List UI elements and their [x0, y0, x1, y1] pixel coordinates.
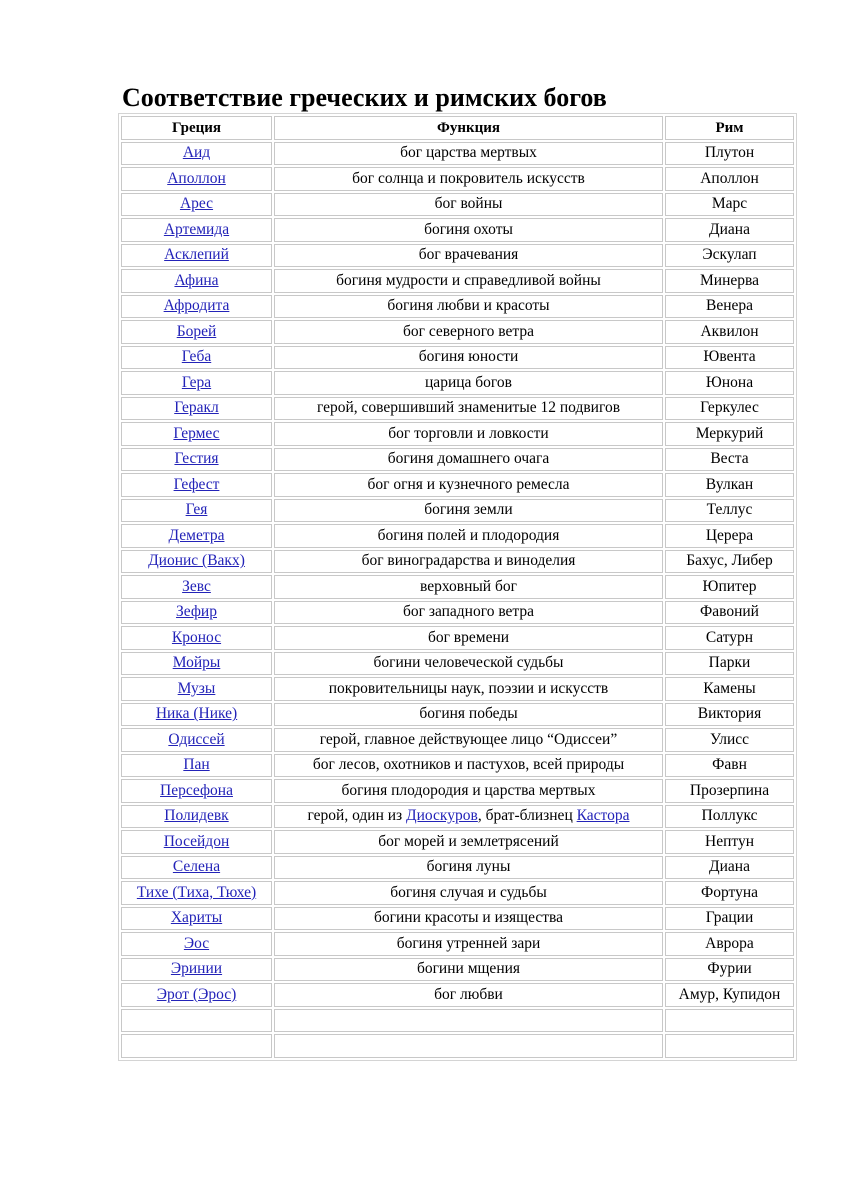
table-row — [121, 244, 794, 268]
cell-greece — [121, 983, 272, 1007]
cell-function — [274, 754, 663, 778]
cell-greece — [121, 907, 272, 931]
table-row — [121, 779, 794, 803]
cell-greece — [121, 193, 272, 217]
cell-rome: Венера — [665, 295, 794, 319]
cell-greece — [121, 677, 272, 701]
cell-greece — [121, 269, 272, 293]
cell-greece — [121, 422, 272, 446]
table-row — [121, 856, 794, 880]
function-link[interactable]: Кастора — [576, 807, 630, 825]
table-row — [121, 346, 794, 370]
table-row — [121, 473, 794, 497]
cell-greece — [121, 550, 272, 574]
cell-rome: Юпитер — [665, 575, 794, 599]
cell-greece — [121, 524, 272, 548]
greek-god-link[interactable]: Персефона — [160, 781, 233, 799]
greek-god-link[interactable]: Дионис (Вакх) — [148, 552, 245, 570]
cell-greece — [121, 218, 272, 242]
greek-god-link[interactable]: Селена — [172, 858, 221, 876]
cell-greece — [121, 652, 272, 676]
cell-greece — [121, 626, 272, 650]
greek-god-link[interactable]: Одиссей — [168, 730, 225, 748]
function-text: покровительницы наук, поэзии и искусств — [328, 679, 609, 697]
table-row — [121, 167, 794, 191]
cell-function — [274, 881, 663, 905]
table-row — [121, 193, 794, 217]
table-row — [121, 142, 794, 166]
table-row — [121, 958, 794, 982]
empty-row — [121, 1034, 794, 1058]
greek-god-link[interactable]: Пан — [183, 756, 210, 774]
table-row — [121, 983, 794, 1007]
cell-function — [274, 422, 663, 446]
greek-god-link[interactable]: Гермес — [173, 424, 220, 442]
cell-greece — [121, 448, 272, 472]
cell-rome: Прозерпина — [665, 779, 794, 803]
cell-function — [274, 626, 663, 650]
cell-function — [274, 346, 663, 370]
table-row — [121, 754, 794, 778]
table-row — [121, 550, 794, 574]
greek-god-link[interactable]: Зефир — [176, 603, 217, 621]
cell-function — [274, 779, 663, 803]
greek-god-link[interactable]: Музы — [177, 679, 216, 697]
greek-god-link[interactable]: Артемида — [163, 220, 230, 238]
cell-greece — [121, 1034, 272, 1058]
function-text: бог морей и землетрясений — [378, 832, 559, 850]
cell-function — [274, 601, 663, 625]
function-text: бог любви — [434, 985, 503, 1003]
cell-function — [274, 397, 663, 421]
cell-rome: Минерва — [665, 269, 794, 293]
cell-rome: Поллукс — [665, 805, 794, 829]
cell-function — [274, 142, 663, 166]
cell-function — [274, 550, 663, 574]
table-row — [121, 932, 794, 956]
cell-greece — [121, 473, 272, 497]
cell-greece — [121, 728, 272, 752]
table-row — [121, 805, 794, 829]
cell-rome: Диана — [665, 856, 794, 880]
cell-function — [274, 244, 663, 268]
cell-function — [274, 652, 663, 676]
greek-god-link[interactable]: Асклепий — [164, 246, 229, 264]
greek-god-link[interactable]: Ника (Нике) — [155, 705, 238, 723]
cell-rome: Аполлон — [665, 167, 794, 191]
cell-greece — [121, 295, 272, 319]
cell-rome — [665, 1009, 794, 1033]
cell-rome: Фавн — [665, 754, 794, 778]
cell-rome: Грации — [665, 907, 794, 931]
table-row — [121, 677, 794, 701]
cell-greece — [121, 575, 272, 599]
function-text: , брат-близнец — [477, 807, 577, 825]
function-text: богиня полей и плодородия — [377, 526, 560, 544]
table-row — [121, 320, 794, 344]
table-row — [121, 269, 794, 293]
table-row — [121, 652, 794, 676]
cell-function — [274, 524, 663, 548]
cell-rome: Бахус, Либер — [665, 550, 794, 574]
greek-god-link[interactable]: Арес — [179, 195, 214, 213]
function-text: богиня мудрости и справедливой войны — [336, 271, 601, 289]
greek-god-link[interactable]: Афродита — [163, 297, 230, 315]
cell-rome — [665, 1034, 794, 1058]
header-rome: Рим — [665, 116, 794, 140]
gods-table — [118, 113, 797, 1061]
function-text: царица богов — [425, 373, 512, 391]
cell-greece — [121, 346, 272, 370]
greek-god-link[interactable]: Эринии — [170, 960, 223, 978]
greek-god-link[interactable]: Мойры — [172, 654, 221, 672]
header-greece: Греция — [121, 116, 272, 140]
cell-function — [274, 269, 663, 293]
table-body — [121, 142, 794, 1058]
function-text: богиня земли — [424, 501, 513, 519]
table-row — [121, 830, 794, 854]
function-text: богиня плодородия и царства мертвых — [341, 781, 596, 799]
cell-rome: Фортуна — [665, 881, 794, 905]
cell-function — [274, 932, 663, 956]
function-text: богиня домашнего очага — [387, 450, 550, 468]
empty-row — [121, 1009, 794, 1033]
cell-function — [274, 575, 663, 599]
cell-rome: Парки — [665, 652, 794, 676]
function-text: бог огня и кузнечного ремесла — [367, 475, 570, 493]
function-text: бог времени — [427, 628, 510, 646]
function-text: герой, совершивший знаменитые 12 подвигов — [316, 399, 621, 417]
cell-greece — [121, 754, 272, 778]
cell-function — [274, 1034, 663, 1058]
cell-rome: Виктория — [665, 703, 794, 727]
page-title: Соответствие греческих и римских богов — [122, 83, 607, 112]
table-row — [121, 499, 794, 523]
cell-function — [274, 499, 663, 523]
cell-rome: Фурии — [665, 958, 794, 982]
greek-god-link[interactable]: Гефест — [173, 475, 220, 493]
table-row — [121, 907, 794, 931]
function-text: верховный бог — [420, 577, 517, 595]
function-text: богиня юности — [418, 348, 519, 366]
cell-greece — [121, 142, 272, 166]
cell-rome: Аквилон — [665, 320, 794, 344]
function-text: бог северного ветра — [402, 322, 535, 340]
greek-god-link[interactable]: Кронос — [171, 628, 222, 646]
cell-rome: Меркурий — [665, 422, 794, 446]
header-row — [121, 116, 794, 140]
cell-function — [274, 830, 663, 854]
cell-function — [274, 448, 663, 472]
greek-god-link[interactable]: Эрот (Эрос) — [156, 985, 237, 1003]
table-row — [121, 601, 794, 625]
cell-greece — [121, 371, 272, 395]
function-text: богиня любви и красоты — [387, 297, 550, 315]
function-text: бог солнца и покровитель искусств — [352, 169, 585, 187]
cell-rome: Камены — [665, 677, 794, 701]
cell-function — [274, 703, 663, 727]
cell-greece — [121, 932, 272, 956]
function-text: богини мщения — [416, 960, 521, 978]
cell-greece — [121, 805, 272, 829]
cell-greece — [121, 958, 272, 982]
table-row — [121, 524, 794, 548]
cell-function — [274, 473, 663, 497]
greek-god-link[interactable]: Афина — [174, 271, 219, 289]
table-row — [121, 881, 794, 905]
cell-function — [274, 320, 663, 344]
greek-god-link[interactable]: Аполлон — [167, 169, 226, 187]
cell-greece — [121, 830, 272, 854]
cell-function — [274, 805, 663, 829]
cell-rome: Амур, Купидон — [665, 983, 794, 1007]
function-text: богиня утренней зари — [396, 934, 541, 952]
cell-rome: Сатурн — [665, 626, 794, 650]
cell-rome: Улисс — [665, 728, 794, 752]
cell-rome: Марс — [665, 193, 794, 217]
table-row — [121, 626, 794, 650]
cell-rome: Геркулес — [665, 397, 794, 421]
cell-rome: Веста — [665, 448, 794, 472]
cell-rome: Эскулап — [665, 244, 794, 268]
function-text: бог войны — [434, 195, 503, 213]
function-text: богини человеческой судьбы — [373, 654, 564, 672]
function-text: бог западного ветра — [402, 603, 535, 621]
function-text: герой, один из — [307, 807, 407, 825]
cell-function — [274, 218, 663, 242]
cell-function — [274, 958, 663, 982]
greek-god-link[interactable]: Полидевк — [164, 807, 229, 825]
cell-rome: Нептун — [665, 830, 794, 854]
cell-function — [274, 983, 663, 1007]
function-text: богиня случая и судьбы — [390, 883, 547, 901]
cell-rome: Плутон — [665, 142, 794, 166]
cell-greece — [121, 1009, 272, 1033]
cell-rome: Ювента — [665, 346, 794, 370]
cell-rome: Вулкан — [665, 473, 794, 497]
greek-god-link[interactable]: Хариты — [170, 909, 223, 927]
cell-function — [274, 728, 663, 752]
table-row — [121, 575, 794, 599]
cell-rome: Церера — [665, 524, 794, 548]
function-text: бог виноградарства и виноделия — [361, 552, 576, 570]
table-row — [121, 728, 794, 752]
cell-greece — [121, 167, 272, 191]
cell-greece — [121, 499, 272, 523]
function-text: богиня охоты — [424, 220, 513, 238]
table-row — [121, 218, 794, 242]
greek-god-link[interactable]: Геба — [181, 348, 212, 366]
cell-function — [274, 295, 663, 319]
cell-greece — [121, 779, 272, 803]
greek-god-link[interactable]: Гера — [181, 373, 212, 391]
greek-god-link[interactable]: Деметра — [168, 526, 225, 544]
header-function: Функция — [274, 116, 663, 140]
greek-god-link[interactable]: Посейдон — [163, 832, 230, 850]
cell-greece — [121, 244, 272, 268]
table-row — [121, 295, 794, 319]
table-row — [121, 448, 794, 472]
table-row — [121, 397, 794, 421]
greek-god-link[interactable]: Геракл — [174, 399, 219, 417]
greek-god-link[interactable]: Гестия — [174, 450, 219, 468]
greek-god-link[interactable]: Эос — [183, 934, 210, 952]
function-text: богиня победы — [419, 705, 518, 723]
function-text: бог царства мертвых — [400, 144, 537, 162]
cell-function — [274, 167, 663, 191]
cell-greece — [121, 856, 272, 880]
table-row — [121, 371, 794, 395]
cell-function — [274, 193, 663, 217]
greek-god-link[interactable]: Зевс — [182, 577, 211, 595]
cell-rome: Диана — [665, 218, 794, 242]
cell-greece — [121, 601, 272, 625]
greek-god-link[interactable]: Гея — [185, 501, 208, 519]
function-text: бог лесов, охотников и пастухов, всей природы — [312, 756, 625, 774]
greek-god-link[interactable]: Тихе (Тиха, Тюхе) — [136, 883, 257, 901]
greek-god-link[interactable]: Борей — [176, 322, 217, 340]
table-row — [121, 703, 794, 727]
cell-greece — [121, 320, 272, 344]
function-text: бог врачевания — [418, 246, 519, 264]
table-row — [121, 422, 794, 446]
cell-greece — [121, 881, 272, 905]
cell-greece — [121, 397, 272, 421]
function-text: бог торговли и ловкости — [388, 424, 549, 442]
cell-function — [274, 677, 663, 701]
cell-rome: Аврора — [665, 932, 794, 956]
function-link[interactable]: Диоскуров — [406, 807, 478, 825]
cell-function — [274, 1009, 663, 1033]
function-text: богини красоты и изящества — [374, 909, 563, 927]
cell-rome: Теллус — [665, 499, 794, 523]
function-text: богиня луны — [426, 858, 511, 876]
function-text: герой, главное действующее лицо “Одиссеи” — [319, 730, 618, 748]
cell-rome: Фавоний — [665, 601, 794, 625]
cell-greece — [121, 703, 272, 727]
cell-function — [274, 371, 663, 395]
greek-god-link[interactable]: Аид — [182, 144, 211, 162]
cell-function — [274, 856, 663, 880]
cell-function — [274, 907, 663, 931]
cell-rome: Юнона — [665, 371, 794, 395]
